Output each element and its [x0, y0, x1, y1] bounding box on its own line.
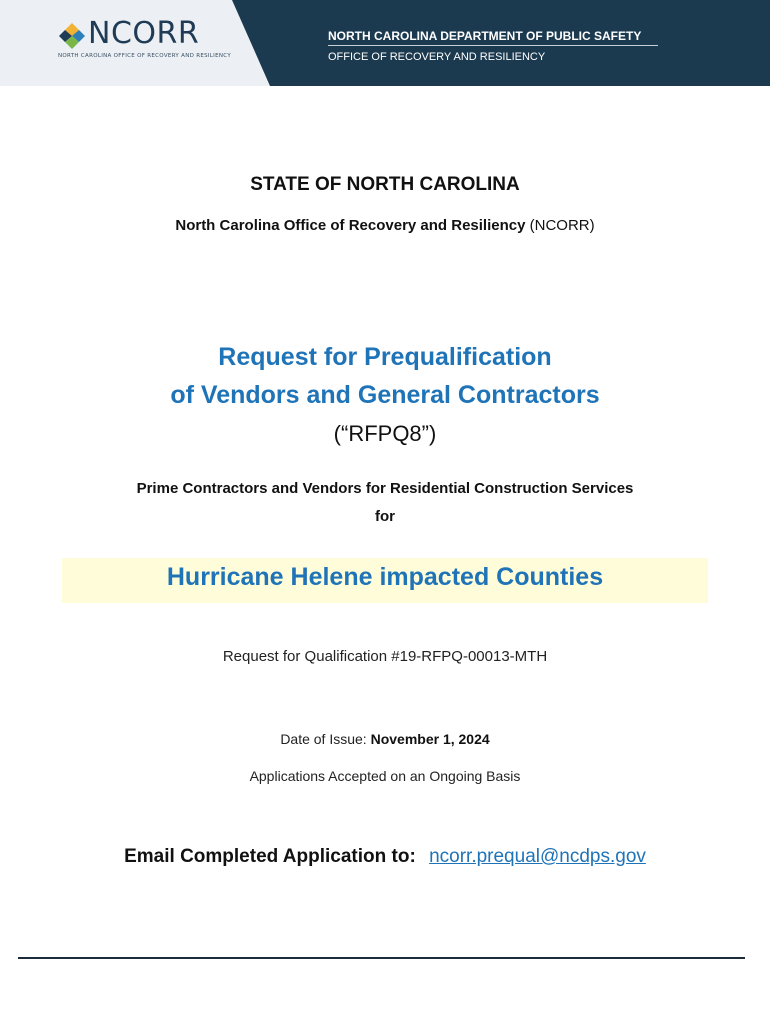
logo-subtitle: NORTH CAROLINA OFFICE OF RECOVERY AND RESILIENCY [58, 53, 231, 59]
applications-note: Applications Accepted on an Ongoing Basis [249, 768, 521, 784]
state-heading: STATE OF NORTH CAROLINA [250, 174, 520, 195]
issue-date-line [0, 731, 770, 747]
document-title-line-1: Request for Prequalification [218, 343, 552, 371]
document-title-line-2: of Vendors and General Contractors [170, 381, 600, 409]
scope-line-1: Prime Contractors and Vendors for Residential Construction Services [136, 480, 634, 497]
scope-line-2: for [375, 508, 395, 525]
highlight-heading: Hurricane Helene impacted Counties [166, 563, 604, 591]
organization-abbreviation: (NCORR) [529, 217, 595, 234]
email-label: Email Completed Application to: [124, 846, 416, 867]
organization-line [0, 217, 770, 234]
document-code: (“RFPQ8”) [333, 421, 437, 446]
issue-date-value: November 1, 2024 [370, 731, 490, 747]
rfq-number: Request for Qualification #19-RFPQ-00013-MTH [222, 648, 548, 665]
header-banner [0, 0, 770, 86]
ncorr-logo-icon [58, 22, 86, 50]
office-name: OFFICE OF RECOVERY AND RESILIENCY [328, 51, 546, 63]
email-line [0, 846, 770, 868]
organization-name: North Carolina Office of Recovery and Resiliency [175, 217, 526, 234]
issue-date-label: Date of Issue: [280, 731, 367, 747]
department-name: NORTH CAROLINA DEPARTMENT OF PUBLIC SAFETY [328, 29, 658, 46]
logo-wordmark: NCORR [88, 16, 200, 51]
email-link[interactable]: ncorr.prequal@ncdps.gov [429, 846, 646, 867]
footer-divider [18, 957, 745, 959]
